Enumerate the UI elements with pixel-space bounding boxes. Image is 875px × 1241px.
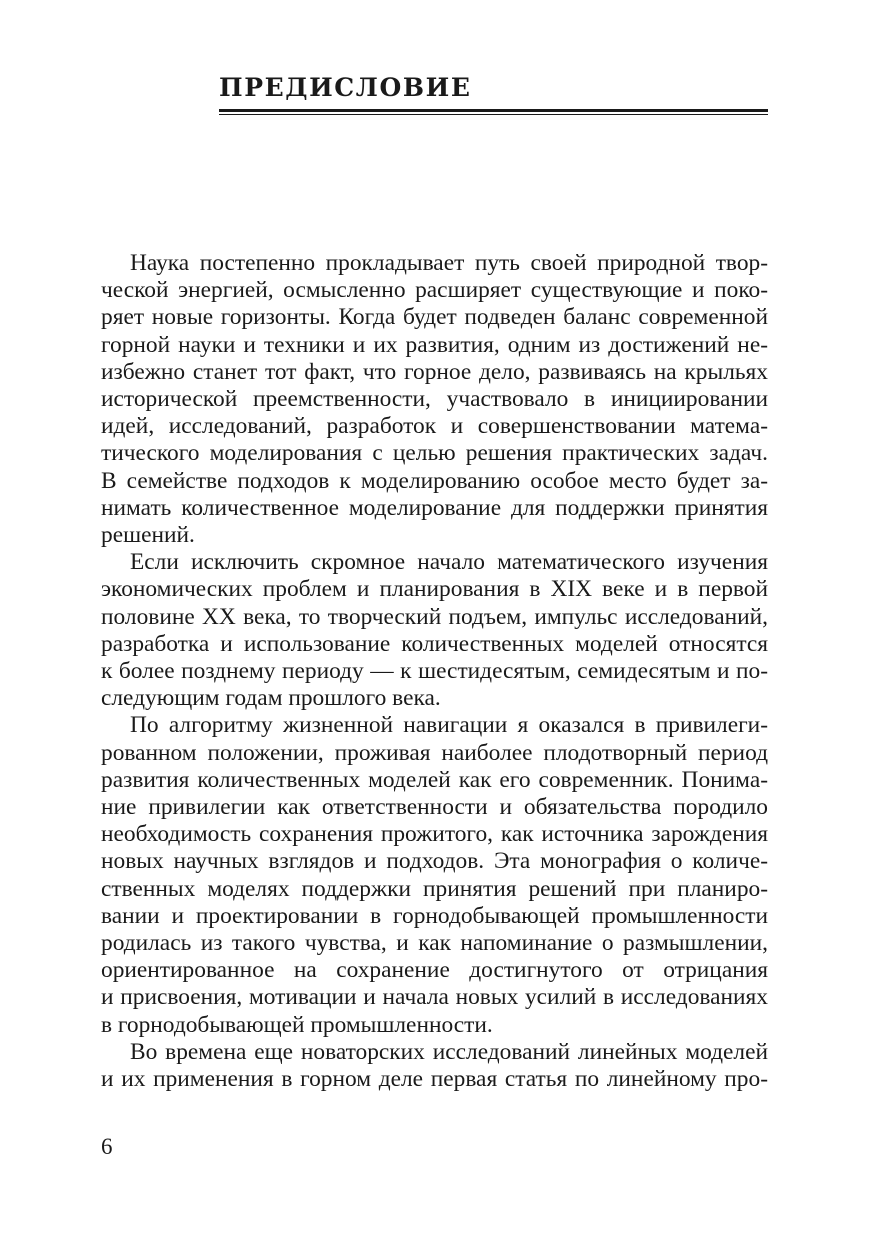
- text-line: необходимость сохранения прожитого, как источника зарождения: [101, 821, 768, 848]
- paragraph-3: [101, 712, 768, 1038]
- text-line: В семействе подходов к моделированию особое место будет за-: [101, 467, 768, 494]
- text-line: ряет новые горизонты. Когда будет подведен баланс современной: [101, 304, 768, 331]
- text-line: идей, исследований, разработок и совершенствовании матема-: [101, 413, 768, 440]
- text-line: решений.: [101, 522, 195, 549]
- text-line: избежно станет тот факт, что горное дело, развиваясь на крыльях: [101, 358, 768, 385]
- text-line: По алгоритму жизненной навигации я оказался в привилеги-: [130, 712, 768, 739]
- paragraph-1: [101, 250, 768, 549]
- page-number: 6: [101, 1134, 113, 1159]
- text-line: и их применения в горном деле первая статья по линейному про-: [101, 1066, 768, 1093]
- paragraph-2: [101, 549, 768, 712]
- heading-rule-thin: [219, 114, 768, 115]
- text-line: горной науки и техники и их развития, одним из достижений не-: [101, 331, 768, 358]
- text-line: развития количественных моделей как его современник. Понима-: [101, 766, 768, 793]
- text-line: вании и проектировании в горнодобывающей промышленности: [101, 902, 768, 929]
- text-line: ние привилегии как ответственности и обязательства породило: [101, 794, 768, 821]
- heading-rule-thick: [219, 109, 768, 112]
- body-text: [101, 250, 768, 1093]
- text-line: тического моделирования с целью решения практических задач.: [101, 440, 768, 467]
- text-line: половине XX века, то творческий подъем, импульс исследований,: [101, 603, 768, 630]
- paragraph-4: [101, 1039, 768, 1093]
- text-line: к более позднему периоду — к шестидесятым, семидесятым и по-: [101, 658, 768, 685]
- chapter-heading: ПРЕДИСЛОВИЕ: [219, 73, 472, 102]
- text-line: исторической преемственности, участвовало в инициировании: [101, 386, 768, 413]
- text-line: ственных моделях поддержки принятия решений при планиро-: [101, 875, 768, 902]
- text-line: разработка и использование количественных моделей относятся: [101, 630, 768, 657]
- text-line: следующим годам прошлого века.: [101, 685, 441, 712]
- text-line: Во времена еще новаторских исследований линейных моделей: [130, 1038, 768, 1065]
- text-line: Если исключить скромное начало математического изучения: [130, 549, 768, 576]
- text-line: в горнодобывающей промышленности.: [101, 1011, 493, 1038]
- text-line: ческой энергией, осмысленно расширяет существующие и поко-: [101, 277, 768, 304]
- text-line: рованном положении, проживая наиболее плодотворный период: [101, 739, 768, 766]
- text-line: ориентированное на сохранение достигнутого от отрицания: [101, 957, 768, 984]
- text-line: родилась из такого чувства, и как напоминание о размышлении,: [101, 930, 768, 957]
- text-line: экономических проблем и планирования в XIX веке и в первой: [101, 576, 768, 603]
- text-line: новых научных взглядов и подходов. Эта монография о количе-: [101, 848, 768, 875]
- text-line: и присвоения, мотивации и начала новых усилий в исследованиях: [101, 984, 768, 1011]
- text-line: Наука постепенно прокладывает путь своей природной твор-: [130, 250, 768, 276]
- text-line: нимать количественное моделирование для поддержки принятия: [101, 494, 768, 521]
